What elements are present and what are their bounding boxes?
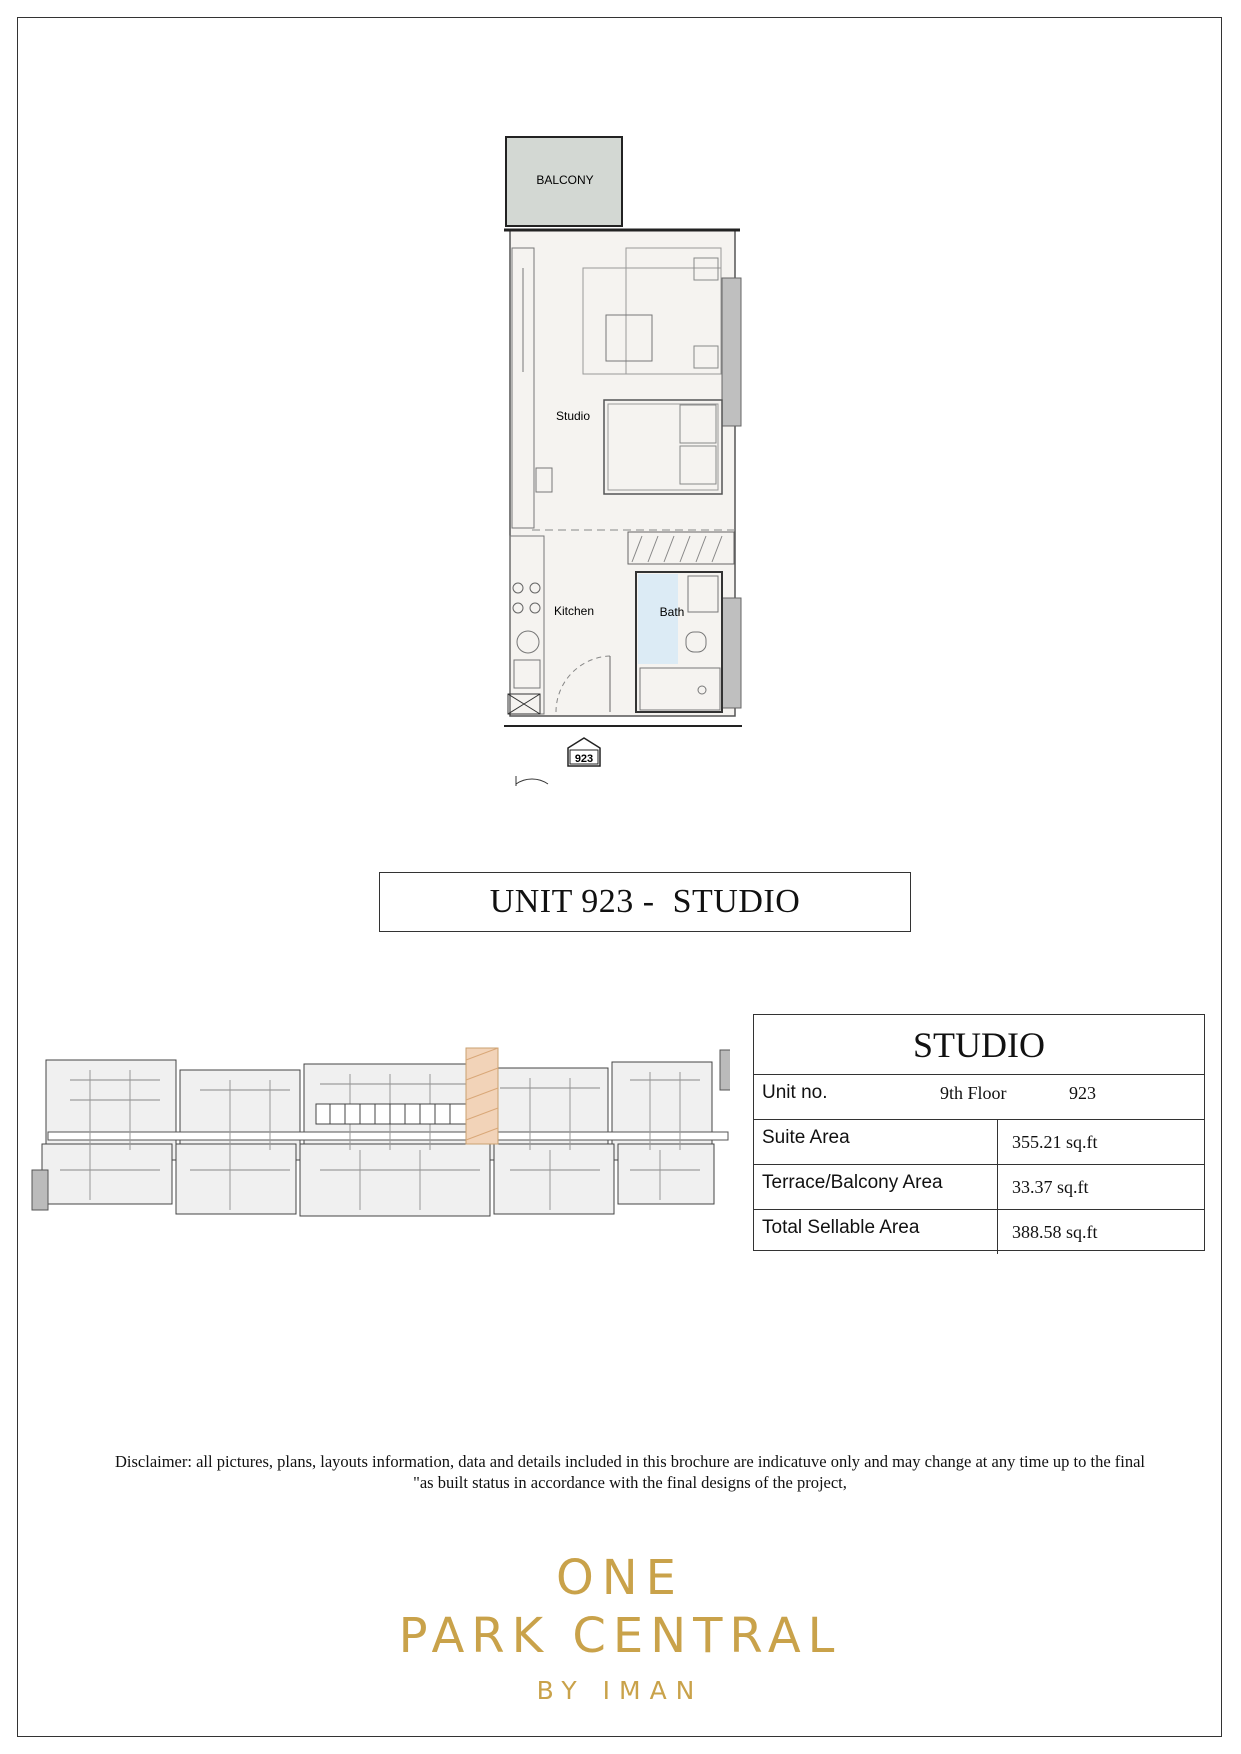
table-row bbox=[754, 1210, 1204, 1254]
logo-line-1: ONE bbox=[555, 1550, 684, 1606]
logo-line-3: BY IMAN bbox=[536, 1676, 704, 1705]
total-area-value: 388.58 sq.ft bbox=[1012, 1222, 1098, 1242]
unit-number-row bbox=[754, 1075, 1204, 1120]
unit-title: UNIT 923 - STUDIO bbox=[489, 883, 801, 920]
unit-info-table bbox=[753, 1014, 1205, 1251]
disclaimer-line-2: "as built status in accordance with the final designs of the project, bbox=[413, 1473, 847, 1492]
studio-label: Studio bbox=[555, 409, 591, 423]
table-row bbox=[754, 1120, 1204, 1165]
unit-title-box bbox=[379, 872, 911, 932]
suite-area-label: Suite Area bbox=[762, 1127, 850, 1148]
suite-area-value: 355.21 sq.ft bbox=[1012, 1132, 1098, 1152]
brand-logo bbox=[370, 1530, 870, 1710]
unit-floor-plan bbox=[490, 130, 760, 790]
disclaimer bbox=[60, 1451, 1200, 1493]
total-area-label: Total Sellable Area bbox=[762, 1217, 920, 1238]
logo-line-2: PARK CENTRAL bbox=[398, 1608, 842, 1664]
balcony-area-value: 33.37 sq.ft bbox=[1012, 1177, 1089, 1197]
kitchen-label: Kitchen bbox=[553, 604, 595, 618]
info-heading: STUDIO bbox=[754, 1015, 1204, 1075]
table-row bbox=[754, 1165, 1204, 1210]
floor-value: 9th Floor bbox=[940, 1083, 1007, 1103]
unit-tag: 923 bbox=[574, 753, 594, 765]
unit-number-value: 923 bbox=[1069, 1083, 1096, 1103]
bath-label: Bath bbox=[659, 605, 685, 619]
disclaimer-line-1: Disclaimer: all pictures, plans, layouts information, data and details included in this brochure are indicatuve only and may change at any time up to the final bbox=[114, 1452, 1146, 1471]
unit-number-label: Unit no. bbox=[762, 1082, 828, 1103]
key-plan bbox=[30, 1040, 730, 1225]
balcony-label: BALCONY bbox=[536, 173, 594, 187]
balcony-area-label: Terrace/Balcony Area bbox=[762, 1172, 943, 1193]
